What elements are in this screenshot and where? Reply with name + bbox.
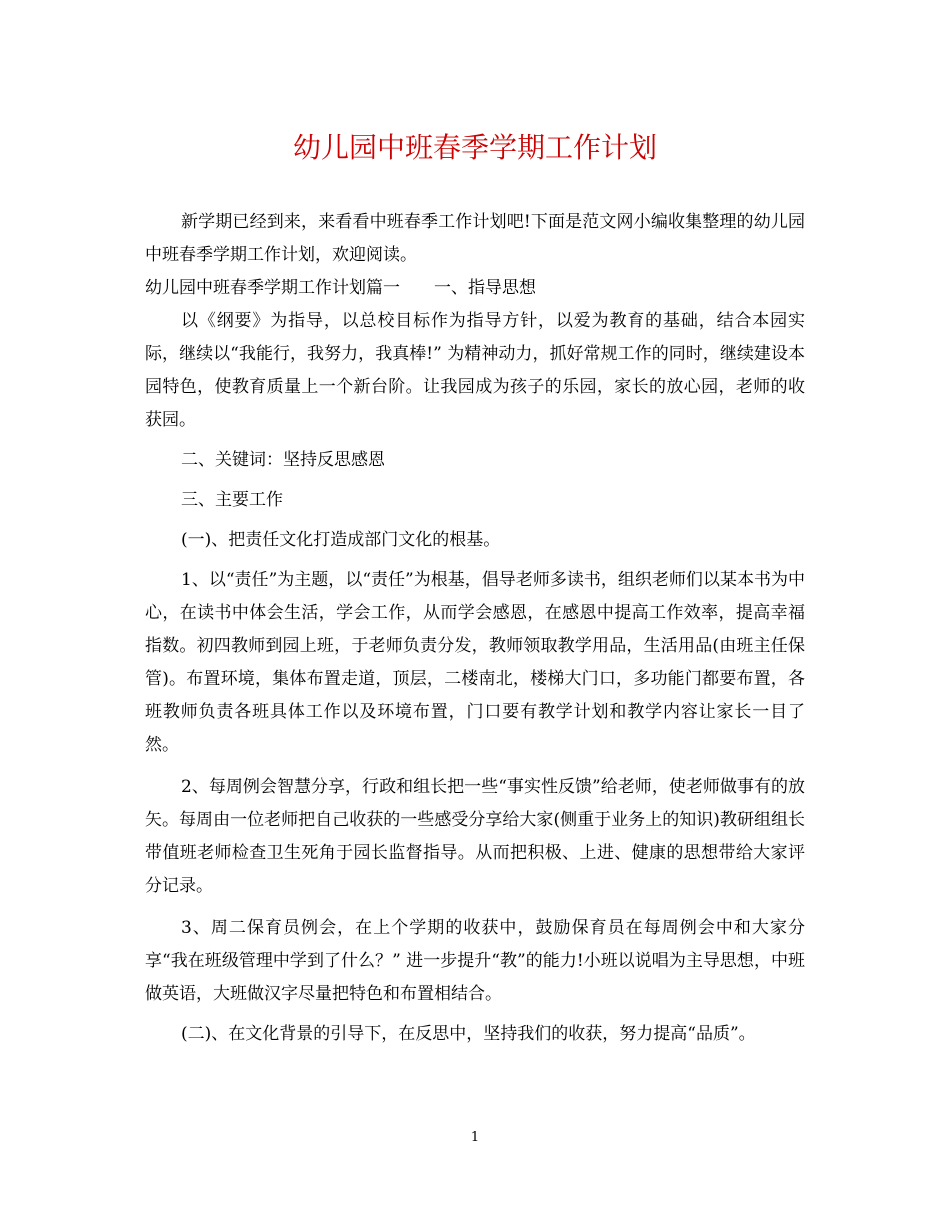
work-item-2-paragraph: 2、每周例会智慧分享，行政和组长把一些“事实性反馈”给老师，使老师做事有的放矢。每周由一位老师把自己收获的一些感受分享给大家(侧重于业务上的知识)教研组组长带值班老师检查卫生死角于园长监督指导。从而把积极、上进、健康的思想带给大家评分记录。 xyxy=(145,777,805,896)
document-title: 幼儿园中班春季学期工作计划 xyxy=(292,131,657,164)
section-heading-main-work: 三、主要工作 xyxy=(181,490,283,510)
work-item-3-paragraph: 3、周二保育员例会，在上个学期的收获中，鼓励保育员在每周例会中和大家分享“我在班级管理中学到了什么？” 进一步提升“教”的能力!小班以说唱为主导思想，中班做英语，大班做汉字尽量把特色和布置相结合。 xyxy=(145,918,805,1004)
section-heading-keywords: 二、关键词：坚持反思感恩 xyxy=(181,450,385,470)
subsection-heading-2: (二)、在文化背景的引导下，在反思中，坚持我们的收获，努力提高“品质”。 xyxy=(181,1024,756,1044)
document-body xyxy=(145,206,805,1051)
subsection-heading-1: (一)、把责任文化打造成部门文化的根基。 xyxy=(181,530,501,550)
work-item-1-paragraph: 1、以“责任”为主题，以“责任”为根基，倡导老师多读书，组织老师们以某本书为中心，在读书中体会生活，学会工作，从而学会感恩，在感恩中提高工作效率，提高幸福指数。初四教师到园上班，于老师负责分发，教师领取教学用品，生活用品(由班主任保管)。布置环境，集体布置走道，顶层，二楼南北，楼梯大门口，多功能门都要布置，各班教师负责各班具体工作以及环境布置，门口要有教学计划和教学内容让家长一目了然。 xyxy=(145,570,805,755)
intro-paragraph: 新学期已经到来，来看看中班春季工作计划吧!下面是范文网小编收集整理的幼儿园中班春季学期工作计划，欢迎阅读。 xyxy=(145,212,805,265)
section-heading-guiding-thought: 幼儿园中班春季学期工作计划篇一 一、指导思想 xyxy=(145,278,536,298)
page-number: 1 xyxy=(470,1130,480,1145)
guiding-thought-paragraph: 以《纲要》为指导，以总校目标作为指导方针，以爱为教育的基础，结合本园实际，继续以“我能行，我努力，我真棒!” 为精神动力，抓好常规工作的同时，继续建设本园特色，使教育质量上一个新台阶。让我园成为孩子的乐园，家长的放心园，老师的收获园。 xyxy=(145,311,805,430)
